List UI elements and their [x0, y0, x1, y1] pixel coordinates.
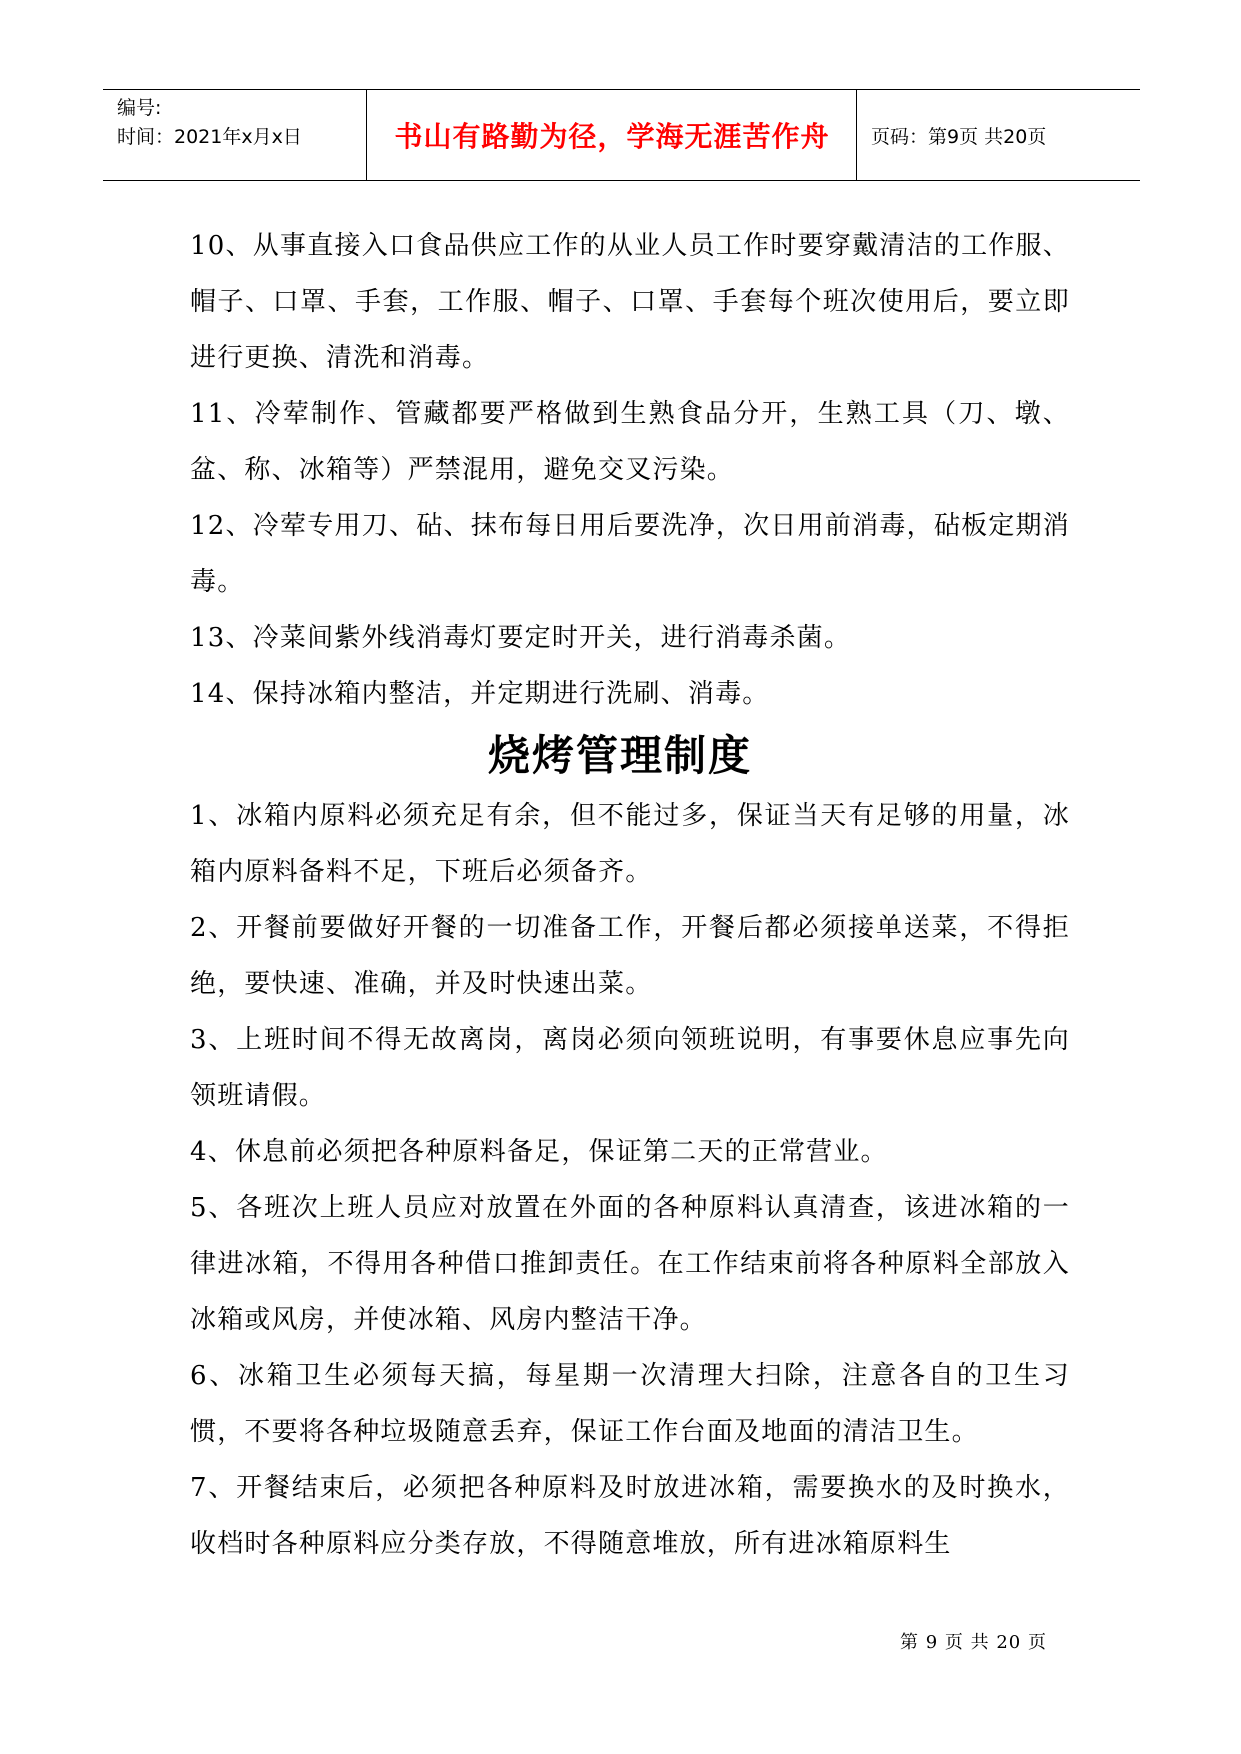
header-meta — [117, 94, 302, 152]
rule-paragraph: 3、上班时间不得无故离岗，离岗必须向领班说明，有事要休息应事先向领班请假。 — [190, 1025, 1070, 1111]
header-page-info: 页码：第9页 共20页 — [871, 125, 1047, 148]
rule-paragraph: 1、冰箱内原料必须充足有余，但不能过多，保证当天有足够的用量，冰箱内原料备料不足，下班后必须备齐。 — [190, 801, 1070, 887]
rule-paragraph: 4、休息前必须把各种原料备足，保证第二天的正常营业。 — [190, 1137, 888, 1167]
rule-paragraph: 14、保持冰箱内整洁，并定期进行洗刷、消毒。 — [190, 679, 770, 709]
rule-paragraph: 2、开餐前要做好开餐的一切准备工作，开餐后都必须接单送菜，不得拒绝，要快速、准确，并及时快速出菜。 — [190, 913, 1070, 999]
document-body — [190, 218, 1070, 1572]
rule-paragraph: 12、冷荤专用刀、砧、抹布每日用后要洗净，次日用前消毒，砧板定期消毒。 — [190, 511, 1070, 597]
rule-paragraph: 10、从事直接入口食品供应工作的从业人员工作时要穿戴清洁的工作服、帽子、口罩、手套，工作服、帽子、口罩、手套每个班次使用后，要立即进行更换、清洗和消毒。 — [190, 231, 1070, 373]
rule-paragraph: 7、开餐结束后，必须把各种原料及时放进冰箱，需要换水的及时换水，收档时各种原料应分类存放，不得随意堆放，所有进冰箱原料生 — [190, 1473, 1070, 1559]
section-title: 烧烤管理制度 — [487, 731, 752, 780]
doc-number-label: 编号: — [117, 97, 162, 119]
rule-paragraph: 6、冰箱卫生必须每天搞，每星期一次清理大扫除，注意各自的卫生习惯，不要将各种垃圾随意丢弃，保证工作台面及地面的清洁卫生。 — [190, 1361, 1070, 1447]
header-divider-left — [366, 90, 367, 180]
page-header — [103, 89, 1140, 181]
page-footer: 第 9 页 共 20 页 — [900, 1632, 1047, 1653]
header-divider-right — [856, 90, 857, 180]
header-motto: 书山有路勤为径，学海无涯苦作舟 — [394, 120, 830, 153]
rule-paragraph: 13、冷菜间紫外线消毒灯要定时开关，进行消毒杀菌。 — [190, 623, 852, 653]
doc-time-label: 时间：2021年x月x日 — [117, 126, 302, 148]
rule-paragraph: 5、各班次上班人员应对放置在外面的各种原料认真清查，该进冰箱的一律进冰箱，不得用各种借口推卸责任。在工作结束前将各种原料全部放入冰箱或风房，并使冰箱、风房内整洁干净。 — [190, 1193, 1070, 1335]
rule-paragraph: 11、冷荤制作、管藏都要严格做到生熟食品分开，生熟工具（刀、墩、盆、称、冰箱等）严禁混用，避免交叉污染。 — [190, 399, 1070, 485]
